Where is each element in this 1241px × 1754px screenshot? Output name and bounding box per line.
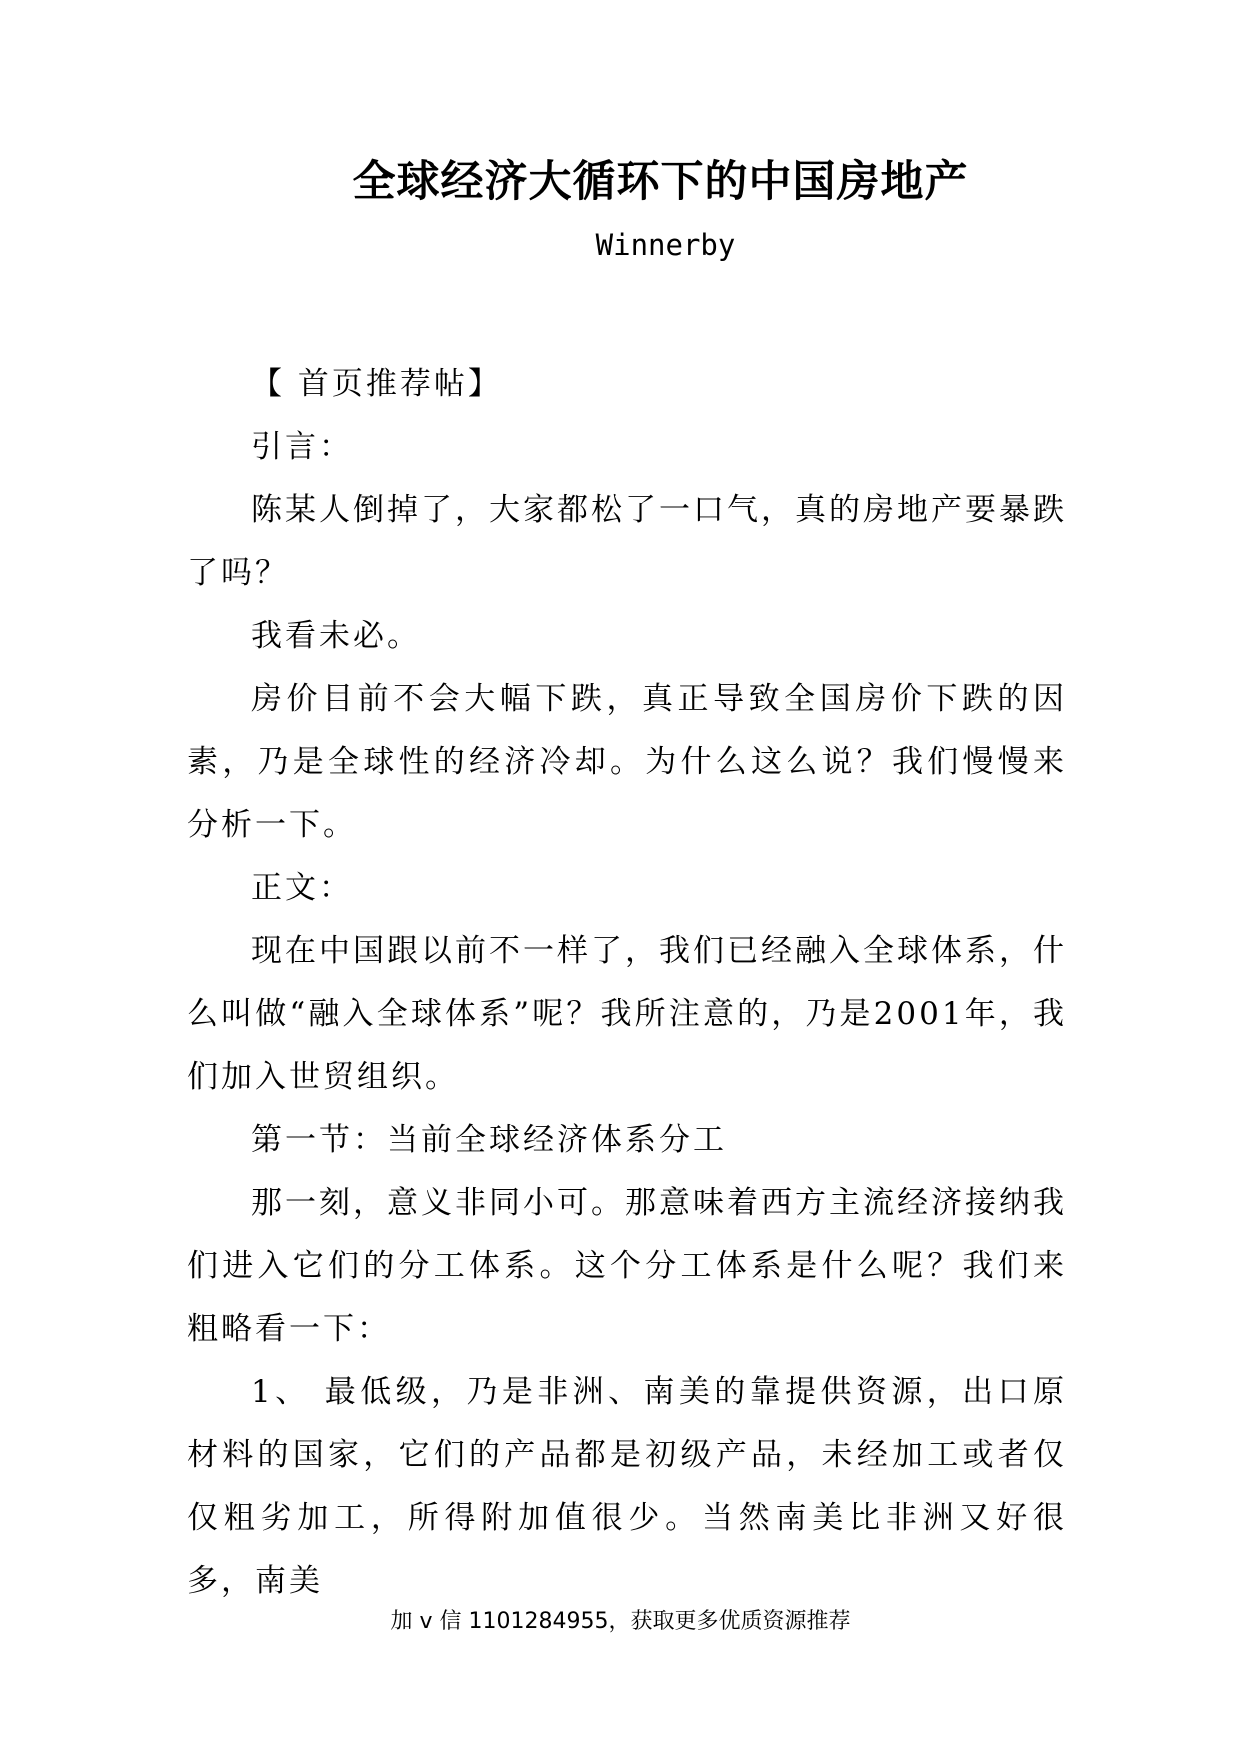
paragraph: 房价目前不会大幅下跌，真正导致全国房价下跌的因素，乃是全球性的经济冷却。为什么这么说？我们慢慢来分析一下。 [187, 681, 1067, 843]
paragraph: 现在中国跟以前不一样了，我们已经融入全球体系，什么叫做“融入全球体系”呢？我所注意的，乃是2001年，我们加入世贸组织。 [187, 933, 1067, 1095]
paragraph-main-heading: 正文： [251, 870, 353, 906]
footer-note: 加 v 信 1101284955，获取更多优质资源推荐 [390, 1609, 851, 1634]
paragraph: 我看未必。 [251, 618, 421, 654]
paragraph-recommend-tag: 【 首页推荐帖】 [251, 366, 502, 402]
paragraph-intro-heading: 引言： [251, 429, 353, 465]
document-author: Winnerby [595, 228, 736, 262]
document-body [187, 353, 1067, 1613]
paragraph: 那一刻，意义非同小可。那意味着西方主流经济接纳我们进入它们的分工体系。这个分工体系是什么呢？我们来粗略看一下： [187, 1185, 1067, 1347]
paragraph: 陈某人倒掉了，大家都松了一口气，真的房地产要暴跌了吗？ [187, 492, 1067, 591]
paragraph: 1、 最低级，乃是非洲、南美的靠提供资源，出口原材料的国家，它们的产品都是初级产品，未经加工或者仅仅粗劣加工，所得附加值很少。当然南美比非洲又好很多，南美 [187, 1374, 1067, 1599]
document-title: 全球经济大循环下的中国房地产 [352, 157, 969, 207]
section-heading: 第一节：当前全球经济体系分工 [251, 1122, 727, 1158]
